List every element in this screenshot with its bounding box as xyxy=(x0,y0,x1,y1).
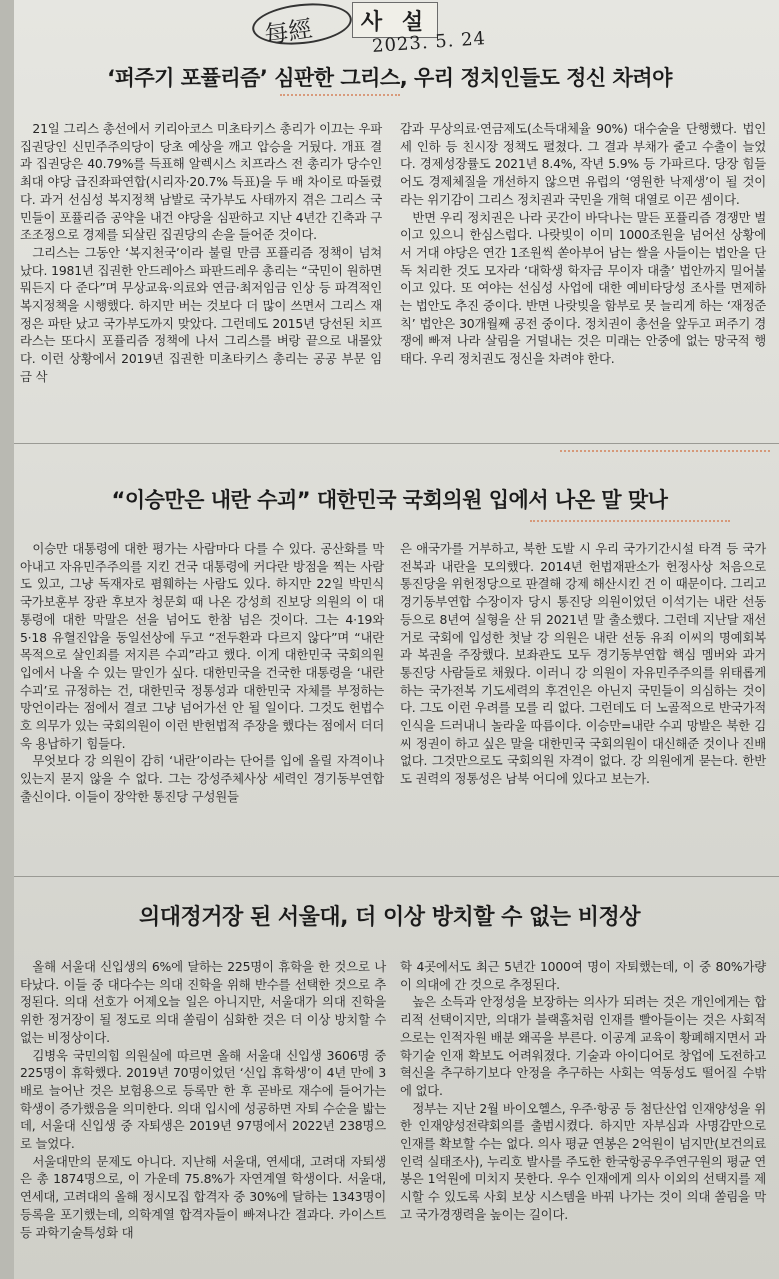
editorial-2-column-1 xyxy=(20,540,384,806)
paragraph: 그리스는 그동안 ‘복지천국’이라 불릴 만큼 포퓰리즘 정책이 넘쳐났다. 1981년 집권한 안드레아스 파판드레우 총리는 “국민이 원하면 뭐든지 다 준다”며 무상교육·의료와 연금·최저임금 인상 등 파격적인 복지정책을 시행했다. 하지만 버는 것보다 더 많이 쓰면서 그리스 재정은 파탄 났고 국가부도까지 맞았다. 그런데도 2015년 당선된 치프라스는 또다시 포퓰리즘 정책에 나서 그리스를 벼랑 끝으로 내몰았다. 이런 상황에서 2019년 집권한 미초타키스 총리는 공공 부문 임금 삭 xyxy=(20,244,382,384)
section-divider xyxy=(14,443,779,444)
editorial-1-headline: ‘퍼주기 포퓰리즘’ 심판한 그리스, 우리 정치인들도 정신 차려야 xyxy=(107,66,672,90)
paragraph: 올해 서울대 신입생의 6%에 달하는 225명이 휴학을 한 것으로 나타났다. 이들 중 대다수는 의대 진학을 위해 반수를 선택한 것으로 추정된다. 의대 선호가 어제오늘 일은 아니지만, 서울대가 의대 진학을 위한 정거장이 될 정도로 의대 쏠림이 심화한 것은 더 이상 방치할 수 없는 비정상이다. xyxy=(20,959,386,1045)
editorial-3-column-2 xyxy=(400,958,766,1224)
handwritten-publication-mark: 每經 xyxy=(262,14,315,50)
paragraph: 무엇보다 강 의원이 감히 ‘내란’이라는 단어를 입에 올릴 자격이나 있는지 묻지 않을 수 없다. 그는 강성주체사상 세력인 경기동부연합 출신이다. 이들이 장악한 통진당 구성원들 xyxy=(20,753,384,804)
editorial-3-column-1 xyxy=(20,958,386,1241)
paragraph: 21일 그리스 총선에서 키리아코스 미초타키스 총리가 이끄는 우파 집권당인 신민주주의당이 당초 예상을 깨고 압승을 거뒀다. 개표 결과 집권당은 40.79%를 득표해 알렉시스 치프라스 전 총리가 당수인 최대 야당 급진좌파연합(시리자·20.7% 득표)을 두 배 차이로 따돌렸다. 과거 선심성 복지정책 남발로 국가부도 사태까지 겪은 그리스 국민들이 포퓰리즘 공약을 내건 야당을 심판하고 지난 4년간 긴축과 구조조정으로 경제를 되살린 집권당의 손을 들어준 것이다. xyxy=(20,121,382,243)
section-label: 사 설 xyxy=(352,2,438,38)
paragraph: 이승만 대통령에 대한 평가는 사람마다 다를 수 있다. 공산화를 막아내고 자유민주주의를 지킨 건국 대통령에 커다란 방점을 찍는 사람도 있고, 그냥 독재자로 폄훼하는 사람도 있다. 하지만 22일 박민식 국가보훈부 장관 후보자 청문회 때 나온 강성희 진보당 의원의 이 대통령에 대한 막말은 선을 넘어도 한참 넘은 것이다. 그는 4·19와 5·18 유혈진압을 동일선상에 두고 “전두환과 다르지 않다”며 “내란 목적으로 살인죄를 저지른 수괴”라고 했다. 이게 대한민국 국회의원 입에서 나올 수 있는 말인가 싶다. 대한민국을 건국한 대통령을 ‘내란 수괴’로 규정하는 건, 대한민국 정통성과 대한민국 자체를 부정하는 망언이라는 점에서 결코 그냥 넘어가선 안 될 일이다. 그것도 헌법수호 의무가 있는 국회의원이 이런 반헌법적 주장을 했다는 점에서 더더욱 용납하기 힘들다. xyxy=(20,541,384,751)
paragraph: 서울대만의 문제도 아니다. 지난해 서울대, 연세대, 고려대 자퇴생은 총 1874명으로, 이 가운데 75.8%가 자연계열 학생이다. 서울대, 연세대, 고려대의 올해 정시모집 합격자 중 30%에 달하는 1343명이 등록을 포기했는데, 의학계열 합격자들이 빠져나간 결과다. 카이스트 등 과학기술특성화 대 xyxy=(20,1153,386,1240)
page-edge xyxy=(0,0,14,1279)
paragraph: 정부는 지난 2월 바이오헬스, 우주·항공 등 첨단산업 인재양성을 위한 인재양성전략회의를 출범시켰다. 하지만 자부심과 사명감만으로 인재를 확보할 수는 없다. 의사 평균 연봉은 2억원이 넘지만(보건의료인력 실태조사), 누리호 발사를 주도한 한국항공우주연구원의 평균 연봉은 1억원에 미치지 못한다. 우수 인재에게 의사 이외의 선택지를 제시할 수 있도록 사회 보상 시스템을 바꿔 나가는 것이 의대 쏠림을 막고 국가경쟁력을 높이는 길이다. xyxy=(400,1100,766,1222)
paragraph: 감과 무상의료·연금제도(소득대체율 90%) 대수술을 단행했다. 법인세 인하 등 친시장 정책도 펼쳤다. 그 결과 부채가 줄고 수출이 늘었다. 경제성장률도 2021년 8.4%, 작년 5.9% 등 가파르다. 당장 힘들어도 경제체질을 개선하지 않으면 유럽의 ‘영원한 낙제생’이 될 것이라는 위기감이 그리스 정치권과 국민을 개혁 대열로 이끈 셈이다. xyxy=(400,121,766,207)
paragraph: 학 4곳에서도 최근 5년간 1000여 명이 자퇴했는데, 이 중 80%가량이 의대에 간 것으로 추정된다. xyxy=(400,959,766,992)
highlight-mark xyxy=(530,510,730,522)
editorial-2-column-2 xyxy=(400,540,766,788)
editorial-3-headline: 의대정거장 된 서울대, 더 이상 방치할 수 없는 비정상 xyxy=(139,905,640,930)
editorial-1-column-2 xyxy=(400,120,766,368)
highlight-mark xyxy=(560,440,770,452)
paragraph: 반면 우리 정치권은 나라 곳간이 바닥나는 말든 포퓰리즘 경쟁만 벌이고 있으니 한심스럽다. 나랏빚이 이미 1000조원을 넘어선 상황에서 거대 야당은 연간 1조원씩 쏟아부어 남는 쌀을 사들이는 법안을 단독 처리한 것도 모자라 ‘대학생 학자금 무이자 대출’ 법안까지 밀어붙이고 있다. 또 여야는 선심성 사업에 대한 예비타당성 조사를 면제하는 법안도 추진 중이다. 반면 나랏빚을 함부로 못 늘리게 하는 ‘재정준칙’ 법안은 30개월째 공전 중이다. 정치권이 총선을 앞두고 퍼주기 경쟁에 빠져 나라 살림을 거덜내는 것은 미래는 안중에 없는 망국적 행태다. 우리 정치권도 정신을 차려야 한다. xyxy=(400,209,766,367)
editorial-2-headline: “이승만은 내란 수괴” 대한민국 국회의원 입에서 나온 말 맞나 xyxy=(111,488,668,512)
highlight-mark xyxy=(280,84,400,96)
handwritten-date: 2023. 5. 24 xyxy=(371,28,487,57)
section-header xyxy=(0,0,779,57)
editorial-1-column-1 xyxy=(20,120,382,386)
paragraph: 은 애국가를 거부하고, 북한 도발 시 우리 국가기간시설 타격 등 국가 전복과 내란을 모의했다. 2014년 헌법재판소가 헌정사상 처음으로 통진당을 위헌정당으로 판결해 강제 해산시킨 건 이 때문이다. 그리고 경기동부연합 수장이자 당시 통진당 의원이었던 이석기는 내란 선동 등으로 8년여 실형을 산 뒤 2021년 말 출소했다. 그런데 지난달 재선거로 국회에 입성한 첫날 강 의원은 내란 선동 유죄 이씨의 명예회복과 복권을 주장했다. 보좌관도 모두 경기동부연합 핵심 멤버와 과거 통진당 사람들로 채웠다. 이러니 강 의원이 자유민주주의를 위태롭게 하는 국가전복 기도세력의 후견인은 아닌지 국민들이 의심하는 것이다. 그도 이런 우려를 모를 리 없다. 그런데도 더 노골적으로 반국가적 인식을 드러내니 놀라울 따름이다. 이승만=내란 수괴 망발은 북한 김씨 정권이 하고 싶은 말을 대한민국 국회의원이 대신해준 것이나 진배없다. 그것만으로도 국회의원 자격이 없다. 강 의원에게 묻는다. 한반도 권력의 정통성은 남북 어디에 있다고 보는가. xyxy=(400,541,766,787)
paragraph: 김병욱 국민의힘 의원실에 따르면 올해 서울대 신입생 3606명 중 225명이 휴학했다. 2019년 70명이었던 ‘신입 휴학생’이 4년 만에 3배로 늘어난 것은 보험용으로 등록만 한 후 곧바로 재수에 들어가는 학생이 증가했음을 의미한다. 의대 입시에 성공하면 자퇴 수순을 밟는데, 서울대 신입생 중 자퇴생은 2019년 97명에서 2022년 238명으로 늘었다. xyxy=(20,1047,386,1152)
section-divider xyxy=(14,876,779,877)
paragraph: 높은 소득과 안정성을 보장하는 의사가 되려는 것은 개인에게는 합리적 선택이지만, 의대가 블랙홀처럼 인재를 빨아들이는 것은 사회적으로는 인적자원 배분 왜곡을 부른다. 이공계 교육이 황폐해지면서 과학기술 인재 확보도 어려워졌다. 기술과 아이디어로 창업에 도전하고 혁신을 추구하기보다 안정을 추구하는 사회는 역동성도 떨어질 수밖에 없다. xyxy=(400,994,766,1098)
